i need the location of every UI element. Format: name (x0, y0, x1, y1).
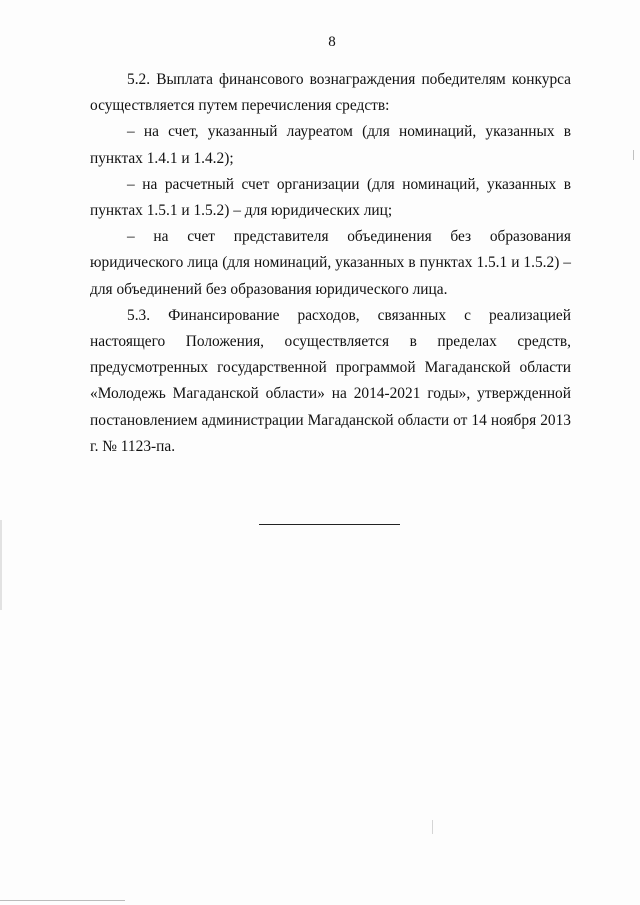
list-item-association-account: – на счет представителя объединения без образования юридического лица (для номинаций, указанных в пунктах 1.5.1 и 1.5.2) – для объединений без образования юридического лица. (90, 228, 571, 298)
paragraph-5-2: 5.2. Выплата финансового вознаграждения победителям конкурса осуществляется путем перечисления средств: (90, 71, 571, 115)
scan-bottom-edge (0, 900, 125, 901)
end-divider-line (259, 524, 400, 525)
document-body (90, 67, 571, 460)
page-number: 8 (328, 34, 336, 50)
scan-speck (633, 150, 634, 160)
list-item-account-laureate: – на счет, указанный лауреатом (для номинаций, указанных в пунктах 1.4.1 и 1.4.2); (90, 123, 571, 167)
scan-speck (432, 820, 433, 834)
paragraph-5-3: 5.3. Финансирование расходов, связанных с реализацией настоящего Положения, осуществляется в пределах средств, предусмотренных государственной программой Магаданской области «Молодежь Магаданской области» на 2014-2021 годы», утвержденной постановлением администрации Магаданской области от 14 ноября 2013 г. № 1123-па. (90, 306, 571, 455)
scan-edge-mark (0, 520, 2, 610)
list-item-organization-account: – на расчетный счет организации (для номинаций, указанных в пунктах 1.5.1 и 1.5.2) – для юридических лиц; (90, 175, 571, 220)
